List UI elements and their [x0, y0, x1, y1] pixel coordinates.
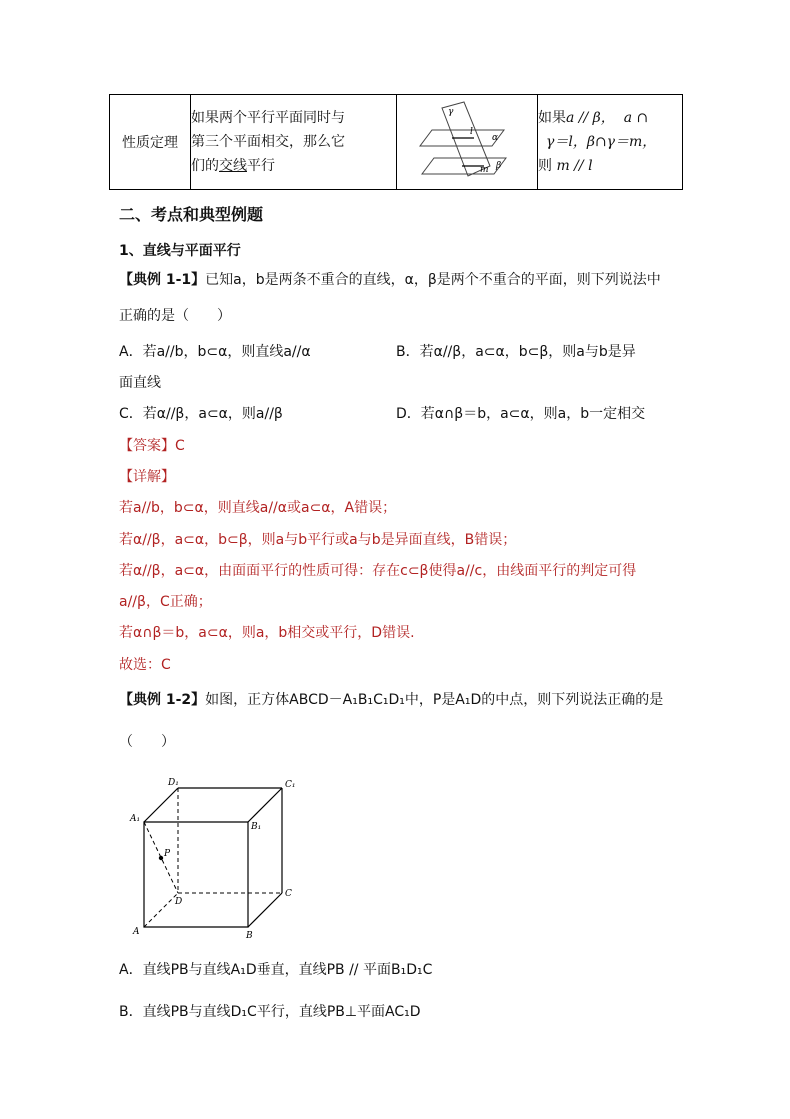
ex1-detail-4: a//β，C正确； — [119, 594, 212, 610]
ex1-option-a: A．若a//b，b⊂α，则直线a//α — [119, 344, 311, 360]
cube-figure — [128, 772, 308, 942]
condition-intersections: γ＝l，β∩γ＝m， — [546, 134, 657, 150]
label-a: A — [133, 927, 140, 937]
label-c: C — [285, 889, 292, 899]
theorem-label: 性质定理 — [122, 135, 178, 151]
condition-a-parallel-beta: a // β， — [566, 110, 615, 126]
ex1-stem1: 已知a，b是两条不重合的直线，α，β是两个不重合的平面，则下列说法中 — [205, 272, 661, 288]
statement-line-3a: 们的 — [191, 158, 219, 174]
condition-if: 如果 — [538, 110, 566, 126]
ex1-detail-tag: 【详解】 — [119, 469, 175, 485]
label-d1: D₁ — [168, 778, 179, 788]
label-a1: A₁ — [130, 814, 141, 824]
condition-a-cap: a ∩ — [623, 110, 649, 126]
parallel-planes-figure — [412, 100, 522, 180]
ex2-stem1: 如图，正方体ABCD－A₁B₁C₁D₁中，P是A₁D的中点，则下列说法正确的是 — [205, 692, 664, 708]
statement-line-1: 如果两个平行平面同时与 — [191, 110, 345, 126]
table-figure-cell — [397, 95, 538, 190]
table-label-cell — [110, 95, 191, 190]
ex2-stem-line2: （ ） — [119, 734, 175, 750]
section-title: 二、考点和典型例题 — [119, 205, 264, 224]
table-statement-cell — [191, 95, 397, 190]
label-c1: C₁ — [285, 780, 296, 790]
ex1-detail-5: 若α∩β＝b，a⊂α，则a，b相交或平行，D错误. — [119, 625, 415, 641]
ex2-option-a: A．直线PB与直线A₁D垂直，直线PB // 平面B₁D₁C — [119, 962, 433, 978]
ex1-option-c: C．若α//β，a⊂α，则a//β — [119, 406, 283, 422]
label-b1: B₁ — [251, 822, 262, 832]
label-m: m — [480, 165, 489, 175]
ex1-detail-1: 若a//b，b⊂α，则直线a//α或a⊂α，A错误； — [119, 500, 397, 516]
statement-line-2: 第三个平面相交，那么它 — [191, 134, 345, 150]
label-b: B — [246, 931, 253, 941]
table-condition-cell — [538, 95, 683, 190]
ex2-stem-line1 — [119, 690, 663, 710]
ex1-detail-3: 若α//β，a⊂α，由面面平行的性质可得：存在c⊂β使得a//c，由线面平行的判定可得 — [119, 563, 637, 579]
label-gamma: γ — [448, 107, 454, 117]
ex1-option-b-cont: 面直线 — [119, 375, 161, 391]
ex1-option-d: D．若α∩β＝b，a⊂α，则a，b一定相交 — [396, 406, 646, 422]
label-alpha: α — [492, 133, 499, 143]
condition-conclusion: m // l — [556, 158, 593, 174]
sub-title: 1、直线与平面平行 — [119, 243, 241, 259]
label-p: P — [164, 849, 171, 859]
statement-underlined-term: 交线 — [219, 158, 247, 174]
ex1-choice: 故选：C — [119, 657, 171, 673]
statement-line-3b: 平行 — [247, 158, 275, 174]
label-d: D — [175, 897, 183, 907]
ex1-tag: 【典例 1-1】 — [119, 272, 206, 288]
label-l: l — [470, 127, 473, 137]
ex1-stem-line2: 正确的是（ ） — [119, 308, 231, 324]
ex1-answer: 【答案】C — [119, 438, 185, 454]
ex1-option-b: B．若α//β，a⊂α，b⊂β，则a与b是异 — [396, 344, 636, 360]
ex2-option-b: B．直线PB与直线D₁C平行，直线PB⊥平面AC₁D — [119, 1004, 421, 1020]
ex1-detail-2: 若α//β，a⊂α，b⊂β，则a与b平行或a与b是异面直线，B错误； — [119, 532, 517, 548]
ex2-tag: 【典例 1-2】 — [119, 692, 206, 708]
ex1-stem-line1 — [119, 270, 661, 290]
property-table — [109, 94, 683, 190]
label-beta: β — [496, 161, 502, 171]
condition-then: 则 — [538, 158, 552, 174]
